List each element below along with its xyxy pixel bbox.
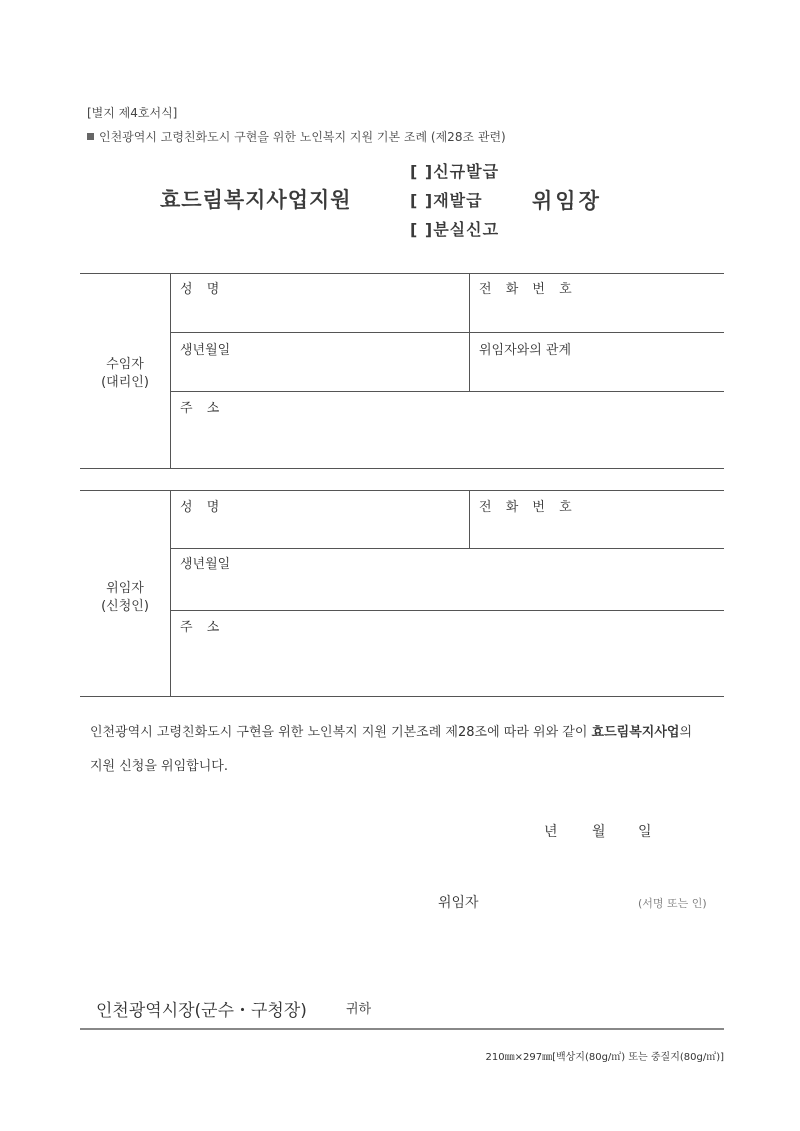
recipient-title: 인천광역시장(군수・구청장) [96, 1001, 307, 1021]
date-year: 년 [544, 824, 558, 840]
recipient-honorific: 귀하 [346, 1002, 372, 1017]
form-number: [별지 제4호서식] [87, 106, 178, 120]
delegator-name-label: 성 명 [180, 500, 225, 515]
date-month: 월 [592, 824, 606, 840]
document-title: 위임장 [532, 189, 602, 213]
statement-program: 효드림복지사업 [591, 725, 680, 740]
program-title: 효드림복지사업지원 [160, 188, 352, 212]
law-reference-text: 인천광역시 고령친화도시 구현을 위한 노인복지 지원 기본 조례 (제28조 관련) [99, 130, 506, 144]
option-reissue[interactable]: [ ]재발급 [410, 191, 483, 210]
delegator-section-label: 위임자 (신청인) [101, 581, 149, 614]
delegation-statement: 인천광역시 고령친화도시 구현을 위한 노인복지 지원 기본조례 제28조에 따라 위와 같이 효드림복지사업의 지원 신청을 위임합니다. [90, 725, 692, 774]
option-loss-report[interactable]: [ ]분실신고 [410, 220, 500, 239]
delegator-address-label: 주 소 [180, 620, 225, 635]
delegate-section-label: 수임자 (대리인) [101, 357, 149, 390]
date-day: 일 [638, 824, 652, 840]
paper-spec: 210㎜×297㎜[백상지(80g/㎡) 또는 중질지(80g/㎡)] [485, 1052, 724, 1063]
law-reference [87, 128, 506, 145]
signature-hint: (서명 또는 인) [638, 897, 707, 910]
delegate-birthdate-label: 생년월일 [180, 343, 231, 358]
delegator-phone-label: 전 화 번 호 [479, 500, 577, 515]
footer-divider [80, 1028, 724, 1030]
delegate-relation-label: 위임자와의 관계 [479, 343, 572, 358]
delegate-name-label: 성 명 [180, 282, 225, 297]
signature-label: 위임자 [438, 895, 479, 911]
option-new-issue[interactable]: [ ]신규발급 [410, 162, 500, 181]
delegate-phone-label: 전 화 번 호 [479, 282, 577, 297]
square-bullet-icon [87, 133, 94, 140]
delegate-address-label: 주 소 [180, 401, 225, 416]
delegator-birthdate-label: 생년월일 [180, 557, 231, 572]
